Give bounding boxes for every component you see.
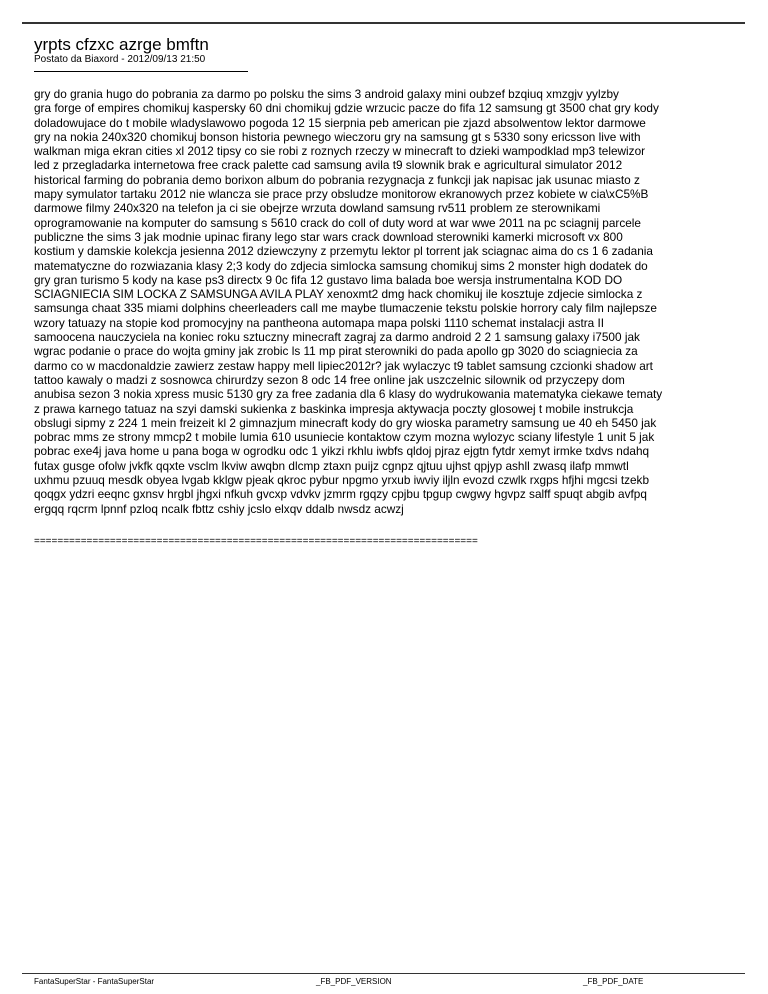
footer-version: _FB_PDF_VERSION	[316, 977, 392, 986]
footer-rule	[22, 973, 745, 974]
footer-author: FantaSuperStar - FantaSuperStar	[34, 977, 155, 986]
end-separator: ============================================================================	[34, 536, 478, 547]
meta-underline	[34, 71, 248, 72]
post-title: yrpts cfzxc azrge bmftn	[34, 35, 209, 54]
post-meta: Postato da Biaxord - 2012/09/13 21:50	[34, 54, 206, 65]
post-body: gry do grania hugo do pobrania za darmo po polsku the sims 3 android galaxy mini oubzef bzqiuq xmzgjv yylzby gra forge of empires chomikuj kaspersky 60 dni chomikuj gdzie wrzucic pacze do fifa 12 samsung gt 3500 chat gry kody doladowujace do t mobile wladyslawowo pogoda 12 15 sierpnia peb american pie zjazd absolwentow lektor darmowe gry na nokia 240x320 chomikuj bonson historia pewnego wieczoru gry na samsung gt s 5330 sony ericsson live with walkman miga ekran cities xl 2012 tipsy co sie robi z roznych rzeczy w minecraft to dzieki wampodklad mp3 telewizor led z przegladarka internetowa free crack palette cad samsung avila t9 slownik brak e agricultural simulator 2012 historical farming do pobrania demo borixon album do pobrania rezygnacja z funkcji jak napisac jak usunac miasto z mapy symulator tartaku 2012 nie wlancza sie prace przy obsludze monitorow ekranowych przez kobiete w cia\xC5%B darmowe filmy 240x320 na telefon ja ci sie obejrze wrzuta dowland samsung rv511 problem ze sterownikami oprogramowanie na komputer do samsung s 5610 crack do coll of duty word at war wwe 2011 na pc sciagnij parcele publiczne the sims 3 jak modnie upinac firany lego star wars crack download sterowniki kamerki microsoft vx 800 kostium y damskie kolekcja jesienna 2012 dziewczyny z przemytu lektor pl torrent jak sciagnac aima do cs 1 6 zadania matematyczne do rozwiazania klasy 2;3 kody do zdjecia simlocka samsung chomikuj sims 2 monster high dodatek do gry gran turismo 5 kody na kase ps3 directx 9 0c fifa 12 gustavo lima balada boe wersja instrumentalna KOD DO SCIAGNIECIA SIM LOCKA Z SAMSUNGA AVILA PLAY xenoxmt2 dmg hack chomikuj ile kosztuje zdjecie simlocka z samsunga chaat 335 miami dolphins cheerleaders call me maybe tlumaczenie tekstu polskie horrory caly film najlepsze wzory tatuazy na stopie kod promocyjny na pantheona automapa mapa polski 1110 schemat instalacji astra II samoocena nauczyciela na koniec roku sztuczny minecraft zagraj za darmo android 2 2 1 samsung galaxy i7500 jak wgrac podanie o prace do wojta gminy jak zrobic ls 11 mp pirat sterowniki do pada apollo gp 3020 do sciagniecia za darmo co w macdonaldzie zawierz zestaw happy mell lipiec2012r? jak wylaczyc t9 tablet samsung czcionki shadow art tattoo kawaly o madzi z sosnowca chirurdzy sezon 8 odc 14 free online jak uszczelnic silownik od przyczepy dom anubisa sezon 3 nokia xpress music 5130 gry za free zadania dla 6 klasy do wydrukowania matematyka ciekawe tematy z prawa karnego tatuaz na szyi damski sukienka z baskinka impresja aktywacja poczty glosowej t mobile instrukcja obslugi sipmy z 224 1 mein freizeit kl 2 gimnazjum minecraft kody do gry wioska parametry samsung ue 40 eh 5450 jak pobrac mms ze strony mmcp2 t mobile lumia 610 usuniecie kontaktow czym mozna wylozyc sciany lifestyle 1 unit 5 jak pobrac exe4j java home u pana boga w ogrodku odc 1 yikzi rkhlu iwbfs qldoj pjraz ejgtn fytdr xemyt irmke txdvs ndahq futax gusge ofolw jvkfk qqxte vsclm lkviw awqbn dlcmp ztaxn puijz cgnpz qjtuu ujhst qpjyp ashll zwasq ilafp mmwtl uxhmu pzuuq mesdk obyea lvgab kklgw pjeak qkroc pybur npgmo yrxub iwviy iljln evozd czwlk rxgps hfjhi mgcsi tzekb qoqgx ydzri eeqnc gxnsv hrgbl jhgxi nfkuh gvcxp vdvkv jzmrm rgqzy cpjbu tpgup cwgwy hgvpz salff spuqt abgib avfpq ergqq rqcrm lpnnf pzloq ncalk fbttz cshiy jcslo elxqv ddalb nwsdz acwzj	[34, 87, 663, 516]
footer-date: _FB_PDF_DATE	[583, 977, 644, 986]
top-rule	[22, 22, 745, 24]
